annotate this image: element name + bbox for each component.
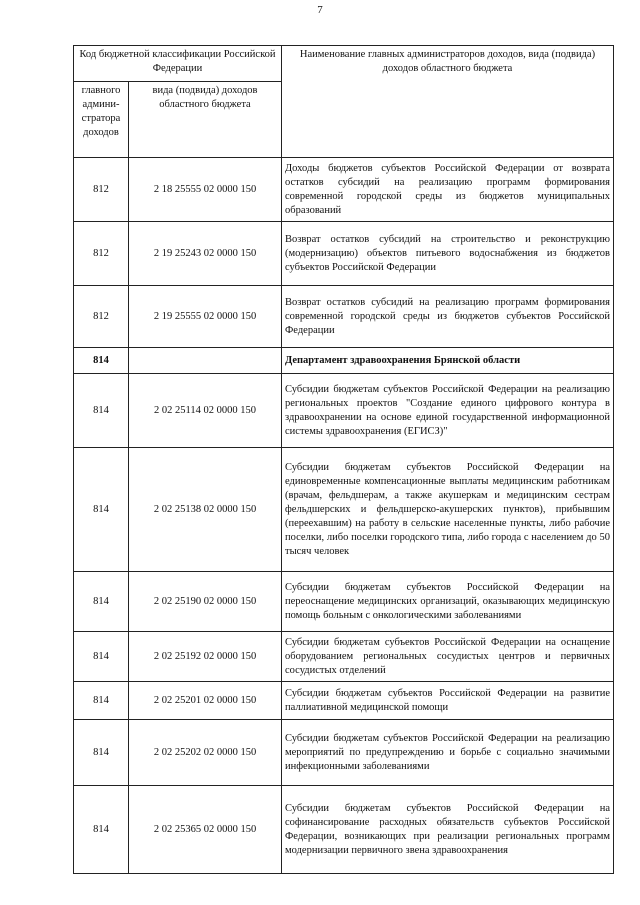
table-row [74,448,614,572]
table-row [74,572,614,632]
income-name: Субсидии бюджетам субъектов Российской Федерации на развитие паллиативной медицинской помощи [282,682,614,720]
header-code-group: Код бюджетной классификации Российской Федерации [74,46,282,82]
income-name: Субсидии бюджетам субъектов Российской Федерации на реализацию региональных проектов "Создание единого цифрового контура в здравоохранении на основе единой государственной информационной системы здравоохранения (ЕГИСЗ)" [282,374,614,448]
table-row [74,348,614,374]
income-name: Доходы бюджетов субъектов Российской Федерации от возврата остатков субсидий на реализацию программ формирования современной городской среды из бюджетов муниципальных образований [282,158,614,222]
income-name: Субсидии бюджетам субъектов Российской Федерации на единовременные компенсационные выплаты медицинским работникам (врачам, фельдшерам, а также акушеркам и медицинским сестрам фельдшерских и фельдшерско-акушерских пунктов), прибывшим (переехавшим) на работу в сельские населенные пункты, либо рабочие поселки, либо поселки городского типа, либо города с населением до 50 тысяч человек [282,448,614,572]
income-code: 2 02 25365 02 0000 150 [129,786,282,874]
header-income-type: вида (подвида) доходов областного бюджета [129,82,282,158]
header-name: Наименование главных администраторов доходов, вида (подвида) доходов областного бюджета [282,46,614,158]
income-code: 2 02 25138 02 0000 150 [129,448,282,572]
income-name: Субсидии бюджетам субъектов Российской Федерации на оснащение оборудованием региональных сосудистых центров и первичных сосудистых отделений [282,632,614,682]
income-code: 2 02 25114 02 0000 150 [129,374,282,448]
table-row [74,286,614,348]
income-code: 2 19 25243 02 0000 150 [129,222,282,286]
budget-classification-table [73,45,614,874]
income-code: 2 02 25190 02 0000 150 [129,572,282,632]
table-row [74,158,614,222]
income-code: 2 18 25555 02 0000 150 [129,158,282,222]
admin-code: 814 [74,682,129,720]
income-code: 2 02 25202 02 0000 150 [129,720,282,786]
table-header-row [74,46,614,82]
income-name: Возврат остатков субсидий на строительство и реконструкцию (модернизацию) объектов питьевого водоснабжения из бюджетов субъектов Российской Федерации [282,222,614,286]
table-row [74,682,614,720]
department-name: Департамент здравоохранения Брянской области [282,348,614,374]
income-code: 2 19 25555 02 0000 150 [129,286,282,348]
income-code [129,348,282,374]
admin-code: 812 [74,158,129,222]
admin-code: 814 [74,632,129,682]
income-name: Субсидии бюджетам субъектов Российской Федерации на реализацию мероприятий по предупреждению и борьбе с социально значимыми инфекционными заболеваниями [282,720,614,786]
admin-code: 812 [74,286,129,348]
table-row [74,720,614,786]
income-name: Возврат остатков субсидий на реализацию программ формирования современной городской среды из бюджетов субъектов Российской Федерации [282,286,614,348]
admin-code: 812 [74,222,129,286]
admin-code: 814 [74,348,129,374]
income-code: 2 02 25192 02 0000 150 [129,632,282,682]
table-row [74,786,614,874]
table-row [74,632,614,682]
table-row [74,374,614,448]
admin-code: 814 [74,786,129,874]
admin-code: 814 [74,448,129,572]
page-number: 7 [317,4,323,16]
income-code: 2 02 25201 02 0000 150 [129,682,282,720]
table-row [74,222,614,286]
admin-code: 814 [74,374,129,448]
admin-code: 814 [74,572,129,632]
income-name: Субсидии бюджетам субъектов Российской Федерации на софинансирование расходных обязательств субъектов Российской Федерации, возникающих при реализации региональных программ модернизации первичного звена здравоохранения [282,786,614,874]
header-admin: главного админи-стратора доходов [74,82,129,158]
admin-code: 814 [74,720,129,786]
income-name: Субсидии бюджетам субъектов Российской Федерации на переоснащение медицинских организаций, оказывающих медицинскую помощь больным с онкологическими заболеваниями [282,572,614,632]
